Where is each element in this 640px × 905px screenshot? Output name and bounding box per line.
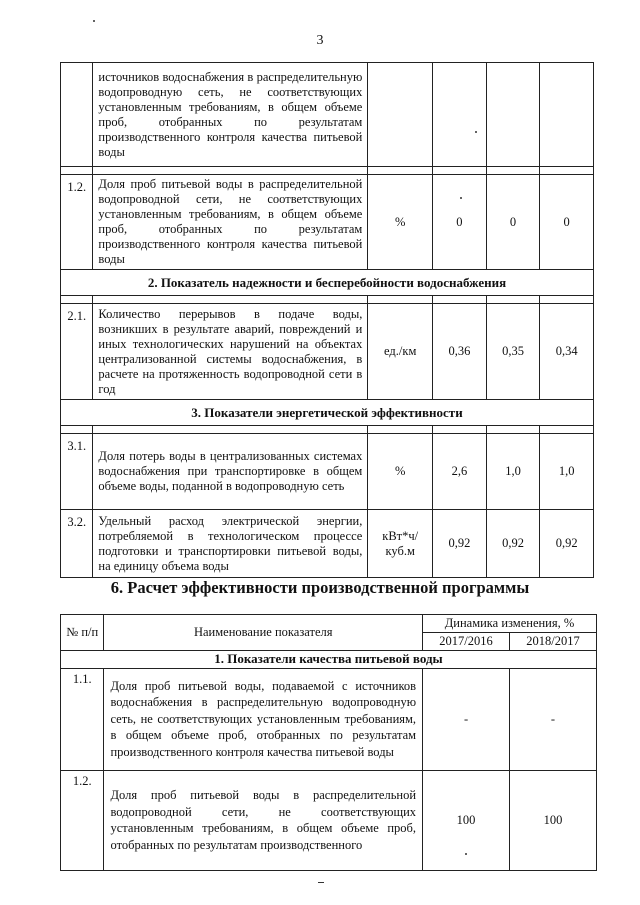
unit-cell (368, 63, 433, 167)
unit-cell: ед./км (368, 304, 433, 400)
row-number: 1.2. (61, 770, 104, 870)
value-cell: - (510, 668, 597, 770)
page-number: 3 (316, 33, 324, 48)
value-cell: 0,92 (486, 510, 540, 578)
indicator-name: Доля проб питьевой воды в распределительной водопроводной сети, не соответствующих установленным требованиям, в общем объеме проб, отобранных по результатам производственного контроля качества питьевой воды (93, 175, 368, 270)
indicator-name: Доля проб питьевой воды, подаваемой с источников водоснабжения в распределительную водопроводную сеть, не соответствующих установленным требованиям, в общем объеме проб, отобранных по результатам производственного контроля качества питьевой воды (104, 668, 423, 770)
unit-cell: кВт*ч/ куб.м (368, 510, 433, 578)
header-year-2: 2018/2017 (510, 633, 597, 651)
header-dynamics: Динамика изменения, % (423, 615, 597, 633)
scan-speck (465, 853, 467, 855)
value-cell: 1,0 (540, 434, 594, 510)
value-cell (540, 63, 594, 167)
value-cell (433, 63, 487, 167)
scan-speck (460, 197, 462, 199)
value-cell: 0,35 (486, 304, 540, 400)
value-cell: 1,0 (486, 434, 540, 510)
section-heading: 3. Показатели энергетической эффективности (61, 400, 594, 426)
table-row (61, 426, 594, 434)
table-row (61, 510, 594, 578)
row-number: 1.1. (61, 668, 104, 770)
header-year-1: 2017/2016 (423, 633, 510, 651)
section-row (61, 650, 597, 668)
value-cell (486, 63, 540, 167)
section-6-title: 6. Расчет эффективности производственной программы (110, 578, 530, 597)
row-number: 1.2. (61, 175, 93, 270)
indicators-table (60, 62, 594, 578)
value-cell: 100 (510, 770, 597, 870)
row-number: 3.1. (61, 434, 93, 510)
section-row (61, 400, 594, 426)
value-cell: 0,34 (540, 304, 594, 400)
indicator-name: Удельный расход электрической энергии, потребляемой в технологическом процессе подготовки и транспортировки питьевой воды, на единицу объема воды (93, 510, 368, 578)
scan-speck (93, 20, 95, 22)
value-cell: 0 (540, 175, 594, 270)
value-cell: 0 (433, 175, 487, 270)
section-row (61, 270, 594, 296)
value-cell: 0,36 (433, 304, 487, 400)
table-row (61, 296, 594, 304)
header-indicator-name: Наименование показателя (104, 615, 423, 651)
table-row (61, 175, 594, 270)
indicator-name: Доля потерь воды в централизованных системах водоснабжения при транспортировке в общем объеме воды, поданной в водопроводную сеть (93, 434, 368, 510)
unit-cell: % (368, 175, 433, 270)
table-row (61, 167, 594, 175)
value-cell: 2,6 (433, 434, 487, 510)
value-cell: 100 (423, 770, 510, 870)
section-heading: 1. Показатели качества питьевой воды (61, 650, 597, 668)
table-row (61, 668, 597, 770)
value-cell: 0,92 (433, 510, 487, 578)
header-row (61, 615, 597, 633)
indicator-name: Количество перерывов в подаче воды, возникших в результате аварий, повреждений и иных технологических нарушений на объектах централизованной системы водоснабжения, в расчете на протяженность водопроводной сети в год (93, 304, 368, 400)
value-cell: - (423, 668, 510, 770)
unit-cell: % (368, 434, 433, 510)
header-number: № п/п (61, 615, 104, 651)
scan-speck (475, 131, 477, 133)
indicator-name: Доля проб питьевой воды в распределительной водопроводной сети, не соответствующих установленным требованиям, в общем объеме проб, отобранных по результатам производственного (104, 770, 423, 870)
value-cell: 0 (486, 175, 540, 270)
value-cell: 0,92 (540, 510, 594, 578)
efficiency-table (60, 614, 597, 871)
table-row (61, 63, 594, 167)
row-number: 2.1. (61, 304, 93, 400)
indicator-name: источников водоснабжения в распределительную водопроводную сеть, не соответствующих установленным требованиям, в общем объеме проб, отобранных по результатам производственного контроля качества питьевой воды (93, 63, 368, 167)
section-heading: 2. Показатель надежности и бесперебойности водоснабжения (61, 270, 594, 296)
row-number (61, 63, 93, 167)
scan-speck (318, 882, 324, 883)
table-row (61, 770, 597, 870)
row-number: 3.2. (61, 510, 93, 578)
table-row (61, 304, 594, 400)
table-row (61, 434, 594, 510)
